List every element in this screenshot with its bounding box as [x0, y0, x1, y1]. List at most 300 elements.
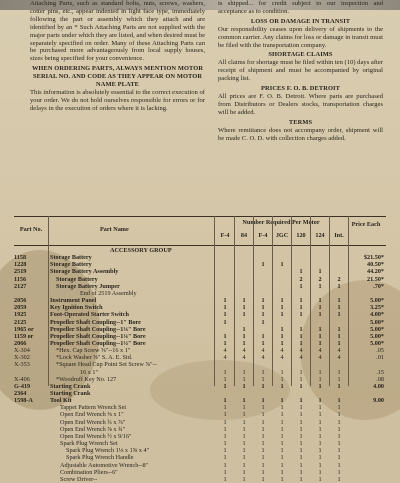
quantity-cell: 1: [223, 368, 227, 376]
quantity-cell: 1: [223, 461, 227, 469]
part-name: Open End Wrench ¾ x ⅞": [60, 418, 126, 426]
header-number-required: Number Required Per Motor: [242, 219, 320, 226]
table-row: [14, 311, 386, 318]
column-rule: [214, 216, 215, 386]
right-paragraph-0: is shipped... for credit subject to our inspection and acceptance as to condition.: [218, 0, 383, 15]
quantity-cell: 1: [318, 418, 322, 426]
quantity-cell: 1: [318, 297, 322, 305]
quantity-cell: 1: [223, 447, 227, 455]
table-row: [14, 476, 386, 483]
part-name: Open End Wrench ⅝ x ¾": [60, 425, 126, 433]
part-number: 2519: [14, 268, 27, 276]
quantity-cell: 1: [261, 475, 265, 483]
price-cell: 5.00*: [370, 297, 384, 305]
quantity-cell: 1: [223, 375, 227, 383]
quantity-cell: 1: [280, 454, 284, 462]
quantity-cell: 1: [318, 404, 322, 412]
quantity-cell: 4: [299, 347, 303, 355]
quantity-cell: 1: [299, 325, 303, 333]
quantity-cell: 1: [242, 397, 246, 405]
quantity-cell: 1: [337, 375, 341, 383]
part-name: Instrument Panel: [50, 297, 97, 305]
quantity-cell: 1: [337, 404, 341, 412]
quantity-cell: 1: [223, 468, 227, 476]
quantity-cell: 4: [299, 354, 303, 362]
part-name: Starting Crank: [50, 390, 91, 397]
table-row: [14, 333, 386, 340]
part-name: *Lock Washer ⅝" S. A. E. Std.: [56, 354, 133, 362]
quantity-cell: 1: [337, 332, 341, 340]
part-number: X-302: [14, 354, 30, 362]
column-rule: [234, 216, 235, 386]
part-name: Storage Battery: [56, 275, 98, 283]
quantity-cell: 1: [318, 268, 322, 276]
quantity-cell: 1: [261, 297, 265, 305]
quantity-cell: 1: [337, 339, 341, 347]
quantity-cell: 1: [242, 461, 246, 469]
quantity-cell: 1: [261, 461, 265, 469]
quantity-cell: 1: [261, 368, 265, 376]
quantity-cell: 4: [242, 347, 246, 355]
quantity-cell: 1: [280, 468, 284, 476]
quantity-cell: 4: [261, 347, 265, 355]
header-motor-5: 124: [315, 232, 325, 239]
quantity-cell: 1: [299, 418, 303, 426]
quantity-cell: 1: [337, 282, 341, 290]
part-number: G-419: [14, 382, 31, 390]
quantity-cell: 1: [223, 411, 227, 419]
quantity-cell: 1: [337, 447, 341, 455]
part-number: 1598-A: [14, 397, 33, 405]
quantity-cell: 1: [261, 425, 265, 433]
quantity-cell: 1: [299, 339, 303, 347]
header-motor-2: F-4: [258, 232, 268, 239]
quantity-cell: 1: [261, 454, 265, 462]
quantity-cell: 1: [280, 261, 284, 269]
header-motor-6: Int.: [334, 232, 344, 239]
part-name: *Hex. Cap Screw ⅝"--16 x 1": [56, 347, 131, 355]
part-name: *Square Head Cup Point Set Screw ⅝"--: [56, 361, 157, 369]
quantity-cell: 1: [242, 375, 246, 383]
quantity-cell: 1: [280, 440, 284, 448]
part-number: 2125: [14, 318, 27, 326]
right-heading-7: TERMS: [288, 118, 313, 126]
quantity-cell: 1: [223, 404, 227, 412]
price-cell: .01: [376, 354, 384, 362]
table-row: [14, 440, 386, 447]
right-paragraph-2: Our responsibility ceases upon delivery of shipments to the common carrier. Any claims for loss or damage in transit must be filed with the transportation company.: [218, 25, 383, 49]
quantity-cell: 1: [223, 418, 227, 426]
quantity-cell: 1: [299, 311, 303, 319]
quantity-cell: 1: [299, 404, 303, 412]
price-cell: 5.00*: [370, 339, 384, 347]
quantity-cell: 1: [280, 339, 284, 347]
table-row: [14, 369, 386, 376]
quantity-cell: 1: [261, 339, 265, 347]
quantity-cell: 1: [280, 411, 284, 419]
quantity-cell: 1: [261, 397, 265, 405]
quantity-cell: 4: [223, 347, 227, 355]
part-name: Spark Plug Wrench 1⅛ x 1⅝ x 4": [66, 447, 150, 455]
quantity-cell: 1: [242, 382, 246, 390]
quantity-cell: 1: [299, 440, 303, 448]
quantity-cell: 1: [280, 425, 284, 433]
price-cell: .08: [376, 375, 384, 383]
right-heading-3: SHORTAGE CLAIMS: [268, 51, 333, 59]
quantity-cell: 1: [318, 332, 322, 340]
quantity-cell: 2: [318, 275, 322, 283]
part-name: Storage Battery Assembly: [50, 268, 119, 276]
table-row: [14, 247, 386, 254]
table-row: [14, 304, 386, 311]
quantity-cell: 1: [242, 325, 246, 333]
table-row: [14, 319, 386, 326]
table-row: [14, 347, 386, 354]
quantity-cell: 1: [318, 375, 322, 383]
quantity-cell: 4: [318, 347, 322, 355]
quantity-cell: 1: [242, 339, 246, 347]
quantity-cell: 1: [337, 440, 341, 448]
header-motor-4: 120: [296, 232, 306, 239]
part-name: 16 x 1": [80, 368, 98, 376]
column-rule: [329, 216, 330, 386]
quantity-cell: 1: [223, 454, 227, 462]
part-name: Storage Battery Jumper: [56, 282, 120, 290]
quantity-cell: 4: [337, 354, 341, 362]
part-name: Open End Wrench ½ x 9/16": [60, 432, 132, 440]
part-number: 2056: [14, 297, 27, 305]
right-text-column: [218, 0, 383, 142]
quantity-cell: 1: [280, 297, 284, 305]
header-motor-1: 84: [240, 232, 248, 239]
quantity-cell: 1: [318, 475, 322, 483]
quantity-cell: 1: [299, 268, 303, 276]
quantity-cell: 1: [261, 261, 265, 269]
quantity-cell: 1: [242, 468, 246, 476]
part-number: 1159 or: [14, 332, 34, 340]
table-row: [14, 462, 386, 469]
quantity-cell: 1: [280, 325, 284, 333]
quantity-cell: 1: [261, 332, 265, 340]
price-cell: 21.50*: [366, 275, 384, 283]
table-row: [14, 433, 386, 440]
quantity-cell: 1: [318, 325, 322, 333]
table-row: [14, 326, 386, 333]
quantity-cell: 1: [280, 368, 284, 376]
quantity-cell: 1: [299, 411, 303, 419]
quantity-cell: 1: [299, 461, 303, 469]
quantity-cell: 1: [299, 468, 303, 476]
quantity-cell: 1: [242, 332, 246, 340]
quantity-cell: 1: [318, 382, 322, 390]
quantity-cell: 1: [261, 418, 265, 426]
quantity-cell: 1: [280, 461, 284, 469]
quantity-cell: 1: [223, 425, 227, 433]
price-cell: .05: [376, 347, 384, 355]
right-heading-1: LOSS OR DAMAGE IN TRANSIT: [250, 17, 351, 25]
quantity-cell: 1: [261, 404, 265, 412]
quantity-cell: 1: [337, 382, 341, 390]
table-row: [14, 268, 386, 275]
quantity-cell: 1: [223, 318, 227, 326]
price-cell: 9.00: [373, 397, 384, 405]
quantity-cell: 1: [242, 454, 246, 462]
table-row: [14, 397, 386, 404]
quantity-cell: 1: [242, 297, 246, 305]
quantity-cell: 1: [318, 368, 322, 376]
quantity-cell: 1: [299, 397, 303, 405]
quantity-cell: 1: [318, 311, 322, 319]
header-part-no: Part No.: [19, 226, 43, 233]
quantity-cell: 1: [337, 432, 341, 440]
header-motor-3: JGC: [275, 232, 289, 239]
quantity-cell: 1: [318, 339, 322, 347]
quantity-cell: 1: [280, 447, 284, 455]
part-name: Propeller Shaft Coupling--1½" Bore: [50, 339, 146, 347]
quantity-cell: 1: [280, 382, 284, 390]
quantity-cell: 1: [242, 440, 246, 448]
quantity-cell: 1: [280, 475, 284, 483]
quantity-cell: 1: [242, 304, 246, 312]
part-name: Combination Pliers--6": [60, 468, 118, 476]
right-paragraph-8: Where remittance does not accompany order, shipment will be made C. O. D. with collection charges added.: [218, 126, 383, 142]
table-row: [14, 411, 386, 418]
part-number: X-406: [14, 375, 30, 383]
left-paragraph-0: Attaching Parts, such as standard bolts, nuts, screws, washers, cotter pins, etc., appear indented in light face type, immediately following the part or assembly which they attach and are identified by an * Such Attaching Parts are not supplied with the major parts under which they are listed, and when desired must be separately specified on order. Many of these Attaching Parts can be purchased more advantageously from local supply houses, sizes being specified for your convenience.: [30, 0, 205, 63]
quantity-cell: 1: [261, 432, 265, 440]
part-number: 2127: [14, 282, 27, 290]
quantity-cell: 1: [242, 475, 246, 483]
quantity-cell: 4: [261, 354, 265, 362]
quantity-cell: 4: [337, 347, 341, 355]
quantity-cell: 1: [299, 375, 303, 383]
quantity-cell: 1: [337, 397, 341, 405]
header-motor-0: F-4: [220, 232, 230, 239]
quantity-cell: 1: [223, 332, 227, 340]
quantity-cell: 1: [261, 447, 265, 455]
quantity-cell: 1: [242, 418, 246, 426]
quantity-cell: 1: [299, 454, 303, 462]
part-number: 1158: [14, 254, 27, 262]
price-cell: 5.00*: [370, 318, 384, 326]
quantity-cell: 4: [280, 347, 284, 355]
table-row: [14, 283, 386, 290]
quantity-cell: 1: [299, 475, 303, 483]
table-row: [14, 297, 386, 304]
column-rule: [48, 216, 49, 386]
part-number: 2066: [14, 339, 27, 347]
table-row: [14, 447, 386, 454]
quantity-cell: 1: [337, 297, 341, 305]
quantity-cell: 4: [280, 354, 284, 362]
header-price: Price Each: [351, 221, 381, 228]
quantity-cell: 1: [261, 382, 265, 390]
quantity-cell: 1: [223, 297, 227, 305]
quantity-cell: 1: [223, 339, 227, 347]
quantity-cell: 1: [337, 311, 341, 319]
price-cell: 5.00*: [370, 325, 384, 333]
table-row: [14, 276, 386, 283]
part-name: ACCESSORY GROUP: [110, 247, 172, 254]
table-row: [14, 340, 386, 347]
price-cell: 4.00*: [370, 311, 384, 319]
column-rule: [291, 216, 292, 386]
quantity-cell: 1: [223, 440, 227, 448]
right-paragraph-6: All prices are F. O. B. Detroit. Where parts are purchased from Distributors or Dealers stocks, transportation charges will be added.: [218, 92, 383, 116]
price-cell: .15: [376, 368, 384, 376]
part-name: Foot-Operated Starter Switch: [50, 311, 129, 319]
column-rule: [310, 216, 311, 386]
part-name: Open End Wrench ⅜ x 1": [60, 411, 124, 419]
quantity-cell: 1: [280, 332, 284, 340]
left-paragraph-2: This information is absolutely essential to the correct execution of your order. We do not hold ourselves responsible for errors or for delays in the execution of orders where it is lacking.: [30, 88, 205, 112]
quantity-cell: 1: [223, 397, 227, 405]
quantity-cell: 1: [242, 404, 246, 412]
quantity-cell: 1: [299, 425, 303, 433]
table-row: [14, 361, 386, 368]
quantity-cell: 1: [337, 461, 341, 469]
quantity-cell: 1: [337, 425, 341, 433]
quantity-cell: 1: [242, 432, 246, 440]
quantity-cell: 1: [337, 468, 341, 476]
quantity-cell: 1: [299, 332, 303, 340]
part-number: 1156: [14, 275, 27, 283]
table-row: [14, 454, 386, 461]
table-header: [14, 216, 386, 246]
part-number: 1228: [14, 261, 27, 269]
quantity-cell: 1: [318, 397, 322, 405]
part-number: X-353: [14, 361, 30, 369]
quantity-cell: 1: [242, 311, 246, 319]
quantity-cell: 1: [318, 454, 322, 462]
quantity-cell: 1: [280, 375, 284, 383]
quantity-cell: 1: [223, 382, 227, 390]
part-name: Tool Kit: [50, 397, 72, 405]
quantity-cell: 1: [280, 397, 284, 405]
table-row: [14, 419, 386, 426]
quantity-cell: 1: [242, 411, 246, 419]
left-heading-1: WHEN ORDERING PARTS, ALWAYS MENTION MOTOR SERIAL NO. AND CODE AS THEY APPEAR ON MOTOR NAME PLATE: [31, 65, 204, 89]
table-row: [14, 469, 386, 476]
quantity-cell: 1: [242, 368, 246, 376]
part-name: Spark Plug Wrench Handle: [66, 454, 134, 462]
right-paragraph-4: All claims for shortage must be filed within ten (10) days after receipt of shipment and must be accompanied by original packing list.: [218, 59, 383, 83]
quantity-cell: 1: [280, 418, 284, 426]
quantity-cell: 1: [280, 404, 284, 412]
quantity-cell: 1: [223, 432, 227, 440]
part-name: Propeller Shaft Coupling--1" Bore: [50, 318, 141, 326]
quantity-cell: 2: [337, 275, 341, 283]
quantity-cell: 1: [280, 311, 284, 319]
quantity-cell: 1: [242, 425, 246, 433]
part-name: Tappet Pattern Wrench Set: [60, 404, 127, 412]
quantity-cell: 1: [299, 282, 303, 290]
part-name: Starting Crank: [50, 382, 91, 390]
quantity-cell: 1: [299, 447, 303, 455]
quantity-cell: 4: [318, 354, 322, 362]
quantity-cell: 1: [261, 440, 265, 448]
quantity-cell: 4: [242, 354, 246, 362]
quantity-cell: 1: [299, 304, 303, 312]
quantity-cell: 1: [337, 304, 341, 312]
quantity-cell: 1: [299, 432, 303, 440]
quantity-cell: 1: [318, 461, 322, 469]
part-name: Adjustable Automotive Wrench--8": [60, 461, 149, 469]
quantity-cell: 1: [318, 432, 322, 440]
left-text-column: [30, 0, 205, 113]
table-row: [14, 354, 386, 361]
quantity-cell: 1: [318, 411, 322, 419]
column-rule: [348, 216, 349, 386]
table-row: [14, 261, 386, 268]
part-number: X-304: [14, 347, 30, 355]
quantity-cell: 1: [337, 454, 341, 462]
quantity-cell: 1: [337, 418, 341, 426]
part-name: Storage Battery: [50, 254, 92, 262]
part-number: 1925: [14, 311, 27, 319]
part-number: 2364: [14, 390, 27, 397]
quantity-cell: 1: [223, 475, 227, 483]
table-row: [14, 376, 386, 383]
part-name: Key Ignition Switch: [50, 304, 103, 312]
quantity-cell: 1: [337, 411, 341, 419]
part-name: *Woodruff Key No. 127: [56, 375, 117, 383]
quantity-cell: 1: [261, 304, 265, 312]
price-cell: 4.00: [373, 382, 384, 390]
table-row: [14, 383, 386, 390]
part-number: 2059: [14, 304, 27, 312]
quantity-cell: 1: [318, 447, 322, 455]
quantity-cell: 1: [261, 468, 265, 476]
price-cell: 40.50*: [366, 261, 384, 269]
part-name: Spark Plug Wrench Set: [60, 440, 118, 448]
quantity-cell: 1: [223, 304, 227, 312]
quantity-cell: 1: [280, 432, 284, 440]
table-row: [14, 290, 386, 297]
right-heading-5: PRICES F. O. B. DETROIT: [261, 85, 340, 93]
price-cell: .70*: [373, 282, 384, 290]
column-rule: [253, 216, 254, 386]
part-number: 1965 or: [14, 325, 34, 333]
quantity-cell: 1: [242, 447, 246, 455]
quantity-cell: 1: [261, 311, 265, 319]
part-name: Propeller Shaft Coupling--1¼" Bore: [50, 325, 146, 333]
quantity-cell: 1: [299, 368, 303, 376]
price-cell: 44.20*: [366, 268, 384, 276]
quantity-cell: 1: [299, 297, 303, 305]
quantity-cell: 2: [299, 275, 303, 283]
part-name: Storage Battery: [50, 261, 92, 269]
table-row: [14, 390, 386, 397]
quantity-cell: 1: [318, 425, 322, 433]
quantity-cell: 1: [337, 368, 341, 376]
quantity-cell: 1: [261, 411, 265, 419]
quantity-cell: 1: [318, 304, 322, 312]
quantity-cell: 1: [318, 468, 322, 476]
quantity-cell: 4: [223, 354, 227, 362]
quantity-cell: 1: [299, 382, 303, 390]
part-name: Propeller Shaft Coupling--1¼" Bore: [50, 332, 146, 340]
quantity-cell: 1: [337, 475, 341, 483]
quantity-cell: 1: [318, 440, 322, 448]
header-part-name: Part Name: [100, 226, 129, 233]
table-row: [14, 254, 386, 261]
price-cell: $21.50*: [363, 254, 384, 262]
part-name: End of 2519 Assembly: [80, 289, 137, 297]
column-rule: [272, 216, 273, 386]
quantity-cell: 1: [223, 311, 227, 319]
table-row: [14, 404, 386, 411]
